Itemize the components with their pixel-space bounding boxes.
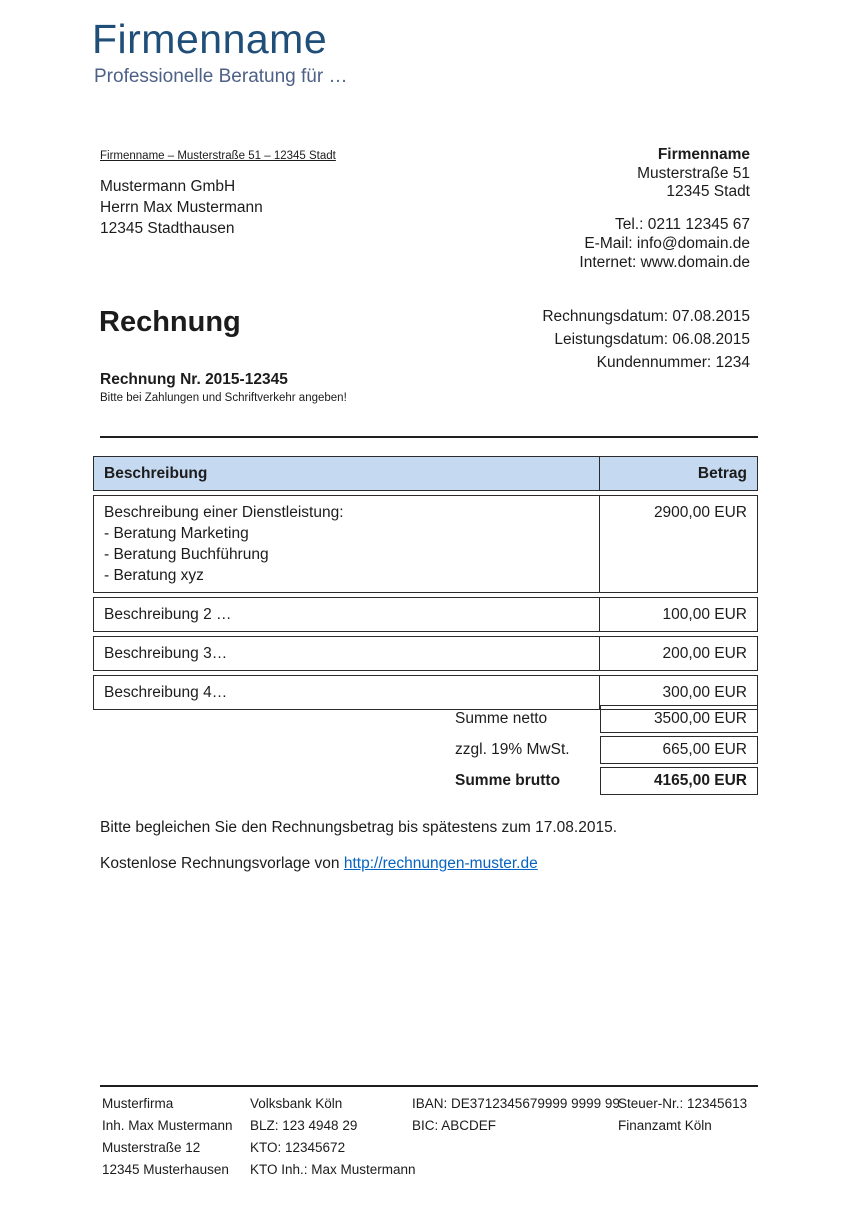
item-amount: 200,00 EUR xyxy=(662,645,747,662)
footer-column-company xyxy=(102,1093,233,1181)
footer-line: Inh. Max Mustermann xyxy=(102,1118,233,1133)
recipient-line: Herrn Max Mustermann xyxy=(100,199,263,216)
summary-amount: 4165,00 EUR xyxy=(600,767,758,795)
template-link[interactable]: http://rechnungen-muster.de xyxy=(343,855,538,872)
item-description-line: - Beratung Buchführung xyxy=(104,546,269,563)
company-internet: Internet: www.domain.de xyxy=(579,253,750,271)
invoice-meta-block xyxy=(542,305,750,374)
separator-line xyxy=(100,436,758,438)
invoice-number-note: Bitte bei Zahlungen und Schriftverkehr angeben! xyxy=(100,392,347,404)
item-description-line: - Beratung Marketing xyxy=(104,525,249,542)
item-amount: 100,00 EUR xyxy=(662,606,747,623)
footer-separator-line xyxy=(100,1085,758,1087)
invoice-date-line: Rechnungsdatum: 07.08.2015 xyxy=(542,308,750,325)
invoice-number: Rechnung Nr. 2015-12345 xyxy=(100,371,288,388)
line-items-table xyxy=(93,456,758,714)
footer-line: 12345 Musterhausen xyxy=(102,1162,229,1177)
template-credit-text: Kostenlose Rechnungsvorlage von xyxy=(100,855,344,872)
company-phone: Tel.: 0211 12345 67 xyxy=(614,215,750,233)
recipient-line: Mustermann GmbH xyxy=(100,178,236,195)
invoice-title: Rechnung xyxy=(99,306,241,338)
footer-column-tax xyxy=(618,1093,747,1137)
item-description-line: Beschreibung einer Dienstleistung: xyxy=(104,504,344,521)
item-description: Beschreibung 2 … xyxy=(94,598,600,631)
item-description xyxy=(94,496,600,592)
company-info-block xyxy=(579,146,750,272)
footer-line: KTO Inh.: Max Mustermann xyxy=(250,1162,416,1177)
footer-line: Finanzamt Köln xyxy=(618,1118,712,1133)
summary-amount: 665,00 EUR xyxy=(600,736,758,764)
footer-column-iban xyxy=(412,1093,620,1137)
summary-row-netto xyxy=(93,705,758,733)
table-header-row xyxy=(93,456,758,491)
summary-row-mwst xyxy=(93,736,758,764)
summary-amount: 3500,00 EUR xyxy=(600,705,758,733)
payment-deadline-note: Bitte begleichen Sie den Rechnungsbetrag bis spätestens zum 17.08.2015. xyxy=(100,819,618,836)
company-logo: Firmenname xyxy=(92,16,328,62)
summary-label: Summe netto xyxy=(455,710,548,727)
totals-summary xyxy=(93,705,758,798)
recipient-address-block xyxy=(100,176,263,239)
table-row xyxy=(93,636,758,671)
footer-line: BIC: ABCDEF xyxy=(412,1118,497,1133)
template-credit-note xyxy=(100,855,538,873)
table-header-description: Beschreibung xyxy=(94,457,600,490)
footer-line: IBAN: DE3712345679999 9999 99 xyxy=(412,1096,620,1111)
footer-line: BLZ: 123 4948 29 xyxy=(250,1118,358,1133)
summary-label: zzgl. 19% MwSt. xyxy=(455,741,570,758)
footer-line: KTO: 12345672 xyxy=(250,1140,346,1155)
item-amount: 2900,00 EUR xyxy=(653,504,747,521)
item-description: Beschreibung 4… xyxy=(94,676,600,709)
item-description-line: - Beratung xyz xyxy=(104,567,204,584)
footer-column-bank xyxy=(250,1093,416,1181)
table-row xyxy=(93,495,758,593)
recipient-line: 12345 Stadthausen xyxy=(100,220,235,237)
table-row xyxy=(93,597,758,632)
company-contact-block xyxy=(579,215,750,272)
sender-return-address: Firmenname – Musterstraße 51 – 12345 Stadt xyxy=(100,150,336,162)
company-tagline: Professionelle Beratung für … xyxy=(94,66,348,87)
table-header-amount: Betrag xyxy=(697,465,747,482)
summary-label: Summe brutto xyxy=(455,772,561,789)
item-description: Beschreibung 3… xyxy=(94,637,600,670)
footer-line: Volksbank Köln xyxy=(250,1096,343,1111)
footer-line: Steuer-Nr.: 12345613 xyxy=(618,1096,748,1111)
company-name: Firmenname xyxy=(657,146,750,163)
customer-number-line: Kundennummer: 1234 xyxy=(596,354,750,371)
summary-row-brutto xyxy=(93,767,758,795)
company-email: E-Mail: info@domain.de xyxy=(584,234,750,252)
company-street: Musterstraße 51 xyxy=(637,164,750,182)
footer-line: Musterstraße 12 xyxy=(102,1140,201,1155)
company-city: 12345 Stadt xyxy=(666,183,750,200)
service-date-line: Leistungsdatum: 06.08.2015 xyxy=(554,331,750,348)
footer-line: Musterfirma xyxy=(102,1096,174,1111)
item-amount: 300,00 EUR xyxy=(662,684,747,701)
